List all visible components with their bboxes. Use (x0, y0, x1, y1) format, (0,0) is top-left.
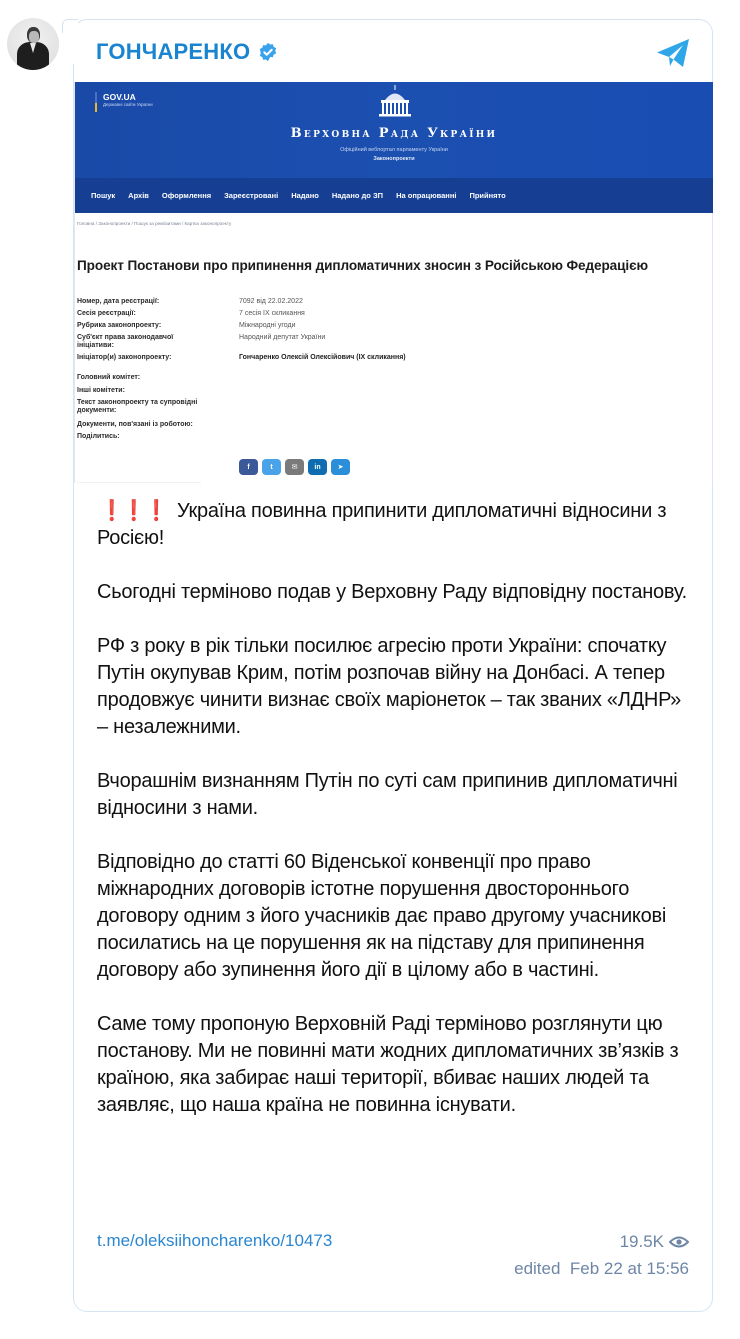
site-subtitle: Офіційний вебпортал парламенту України (340, 147, 448, 153)
email-share-button[interactable]: ✉ (285, 459, 304, 475)
paragraph-5: Відповідно до статті 60 Віденської конвенції про право міжнародних договорів істотне порушення двостороннього договору одним з його учасників дає право другому учасникові посилатись на це порушення як на підставу для припинення договору або зупинення його дії в цілому або в частині. (97, 851, 667, 981)
channel-avatar[interactable] (7, 18, 59, 70)
exclamation-emoji-icon: ❗❗❗ (100, 500, 168, 522)
eye-icon (669, 1236, 689, 1248)
paragraph-3: РФ з року в рік тільки посилює агресію проти України: спочатку Путін окупував Крим, потім розпочав війну на Донбасі. А тепер продовжує чинити визнає своїх маріонеток – так званих «ЛДНР» – незалежними. (97, 635, 681, 738)
post-link[interactable]: t.me/oleksiihoncharenko/10473 (97, 1231, 333, 1250)
embedded-screenshot[interactable]: GOV.UA Державні сайти України Верховна Рада України Офіційний вебпортал парламенту України Законопроекти Пошук Архів Оформлення Зареєстровані Надано Надано до ЗП На опрацюванні Прийнято Головна / Законопроекти / Пошук за реквізитами / Картка законопроекту Проект Постанови про припинення дипломатичних зносин з Російською Федерацією Номер, дата реєстрації: 7092 від 22.02.2022 Сесія реєстрації: 7 сесія IX скликання Рубрика законопроекту: Міжнародні угоди Суб'єкт права законодавчої ініціативи: Народний депутат України Ініціатор(и) законопроекту: Гончаренко Олексій Олексійович (IX скликання) Головний комітет: Інші комітети: Текст законопроекту та супровідні документи: Документи, пов'язані із роботою: Поділитись: f t ✉ in ➤ (74, 82, 713, 483)
rada-nav (75, 178, 713, 213)
paragraph-4: Вчорашнім визнанням Путін по суті сам припинив дипломатичні відносини з нами. (97, 770, 678, 819)
breadcrumb[interactable]: Головна / Законопроекти / Пошук за реквізитами / Картка законопроекту (77, 221, 232, 226)
site-title: Верховна Рада України (290, 126, 498, 141)
nav-item-archive[interactable]: Архів (128, 191, 149, 200)
bubble-tail (62, 19, 78, 33)
channel-name[interactable]: ГОНЧАРЕНКО (96, 39, 251, 64)
twitter-share-button[interactable]: t (262, 459, 281, 475)
nav-item-processing[interactable]: На опрацюванні (396, 191, 457, 200)
nav-item-search[interactable]: Пошук (91, 191, 116, 200)
parliament-building-icon (371, 85, 419, 117)
paragraph-1: ❗❗❗ Україна повинна припинити дипломатичні відносини з Росією! (97, 500, 667, 549)
edited-timestamp: edited Feb 22 at 15:56 (514, 1259, 689, 1278)
post-card (73, 19, 713, 1312)
view-count (620, 1232, 689, 1252)
paragraph-2: Сьогодні терміново подав у Верховну Раду відповідну постанову. (97, 581, 687, 603)
paragraph-6: Саме тому пропоную Верховній Раді терміново розглянути цю постанову. Ми не повинні мати жодних дипломатичних зв’язків з країною, яка забирає наші території, вбиває наших людей та заявляє, що наша країна не повинна існувати. (97, 1013, 679, 1116)
verified-badge-icon (258, 42, 278, 62)
nav-item-accepted[interactable]: Прийнято (469, 191, 506, 200)
nav-item-registered[interactable]: Зареєстровані (224, 191, 279, 200)
linkedin-share-button[interactable]: in (308, 459, 327, 475)
facebook-share-button[interactable]: f (239, 459, 258, 475)
bill-title: Проект Постанови про припинення дипломатичних зносин з Російською Федерацією (77, 258, 648, 273)
nav-item-formatting[interactable]: Оформлення (161, 191, 212, 200)
post-header (74, 20, 712, 82)
rada-header (75, 82, 713, 178)
views-value: 19.5K (619, 1232, 664, 1251)
post-text (97, 498, 697, 1146)
share-buttons (239, 459, 350, 475)
telegram-icon[interactable] (656, 38, 690, 68)
nav-item-provided[interactable]: Надано (291, 191, 319, 200)
divider (77, 482, 201, 483)
nav-item-provided-zp[interactable]: Надано до ЗП (331, 191, 384, 200)
govua-logo: GOV.UA Державні сайти України (95, 92, 153, 108)
site-section: Законопроекти (373, 156, 415, 162)
telegram-share-button[interactable]: ➤ (331, 459, 350, 475)
divider (712, 213, 713, 483)
